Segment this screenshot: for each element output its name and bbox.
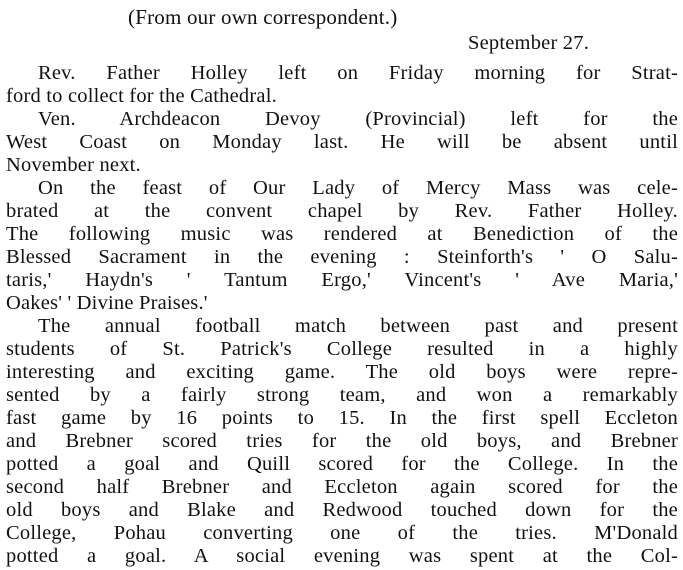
- text-line: interesting and exciting game. The old boys were repre-: [6, 361, 678, 383]
- correspondent-header: (From our own correspondent.): [128, 5, 398, 29]
- text-line: taris,' Haydn's ' Tantum Ergo,' Vincent's ' Ave Maria,': [6, 269, 678, 291]
- text-line: fast game by 16 points to 15. In the first spell Eccleton: [6, 407, 678, 429]
- text-line: The following music was rendered at Benediction of the: [6, 223, 678, 245]
- dateline: September 27.: [468, 32, 590, 54]
- text-line: Rev. Father Holley left on Friday morning for Strat-: [38, 62, 678, 84]
- text-line: potted a goal and Quill scored for the College. In the: [6, 453, 678, 475]
- text-line: Blessed Sacrament in the evening : Steinforth's ' O Salu-: [6, 246, 678, 268]
- text-line: November next.: [6, 154, 141, 176]
- text-line: Oakes' ' Divine Praises.': [6, 292, 208, 314]
- text-line: ford to collect for the Cathedral.: [6, 85, 277, 107]
- text-line: West Coast on Monday last. He will be absent until: [6, 131, 678, 153]
- text-line: second half Brebner and Eccleton again scored for the: [6, 476, 678, 498]
- text-line: The annual football match between past and present: [38, 315, 678, 337]
- text-line: sented by a fairly strong team, and won a remarkably: [6, 384, 678, 406]
- text-line: brated at the convent chapel by Rev. Father Holley.: [6, 200, 678, 222]
- text-line: potted a goal. A social evening was spent at the Col-: [6, 545, 678, 567]
- text-line: old boys and Blake and Redwood touched down for the: [6, 499, 678, 521]
- text-line: Ven. Archdeacon Devoy (Provincial) left for the: [38, 108, 678, 130]
- text-line: College, Pohau converting one of the tries. M'Donald: [6, 522, 678, 544]
- text-line: and Brebner scored tries for the old boys, and Brebner: [6, 430, 678, 452]
- text-line: students of St. Patrick's College resulted in a highly: [6, 338, 678, 360]
- text-line: On the feast of Our Lady of Mercy Mass was cele-: [38, 177, 678, 199]
